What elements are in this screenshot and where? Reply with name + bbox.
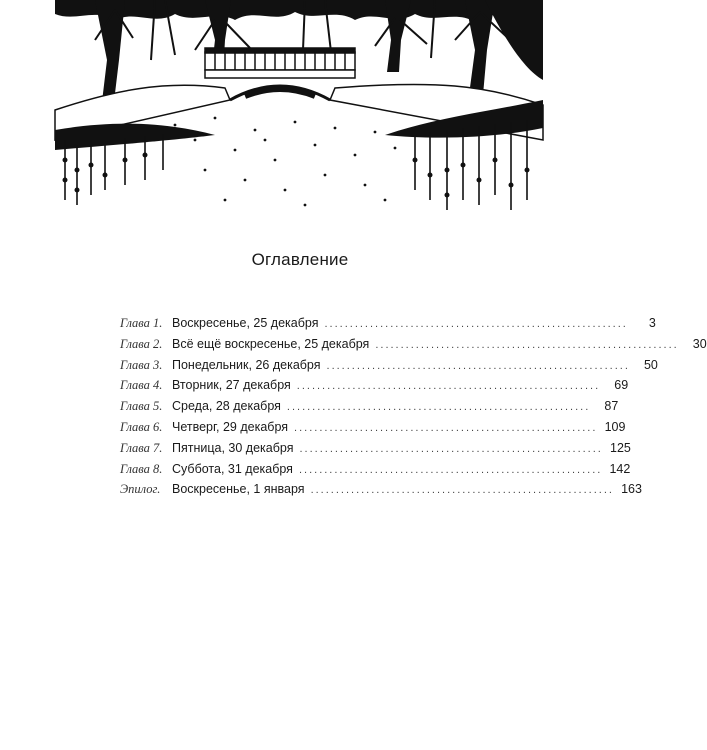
toc-entry-title: Среда, 28 декабря	[172, 399, 281, 414]
toc-entry-title: Четверг, 29 декабря	[172, 419, 289, 434]
page-title: Оглавление	[251, 250, 349, 269]
park-bridge-illustration	[55, 0, 543, 214]
toc-entry[interactable]	[120, 316, 656, 337]
toc-entry-page: 87	[604, 399, 619, 414]
toc-entry-page: 3	[648, 316, 656, 330]
dot-leader: ............................................................	[324, 318, 628, 330]
toc-entry-page: 163	[621, 482, 642, 497]
toc-entry-title: Воскресенье, 1 января	[172, 482, 305, 497]
toc-entry-title: Суббота, 31 декабря	[172, 461, 293, 476]
toc-entry-label: Глава 5.	[120, 399, 163, 414]
toc-entry-label: Глава 2.	[120, 336, 163, 351]
dot-leader: ............................................................	[298, 463, 603, 476]
dot-leader: ............................................................	[375, 338, 679, 351]
toc-entry-title: Всё ещё воскресенье, 25 декабря	[172, 336, 370, 351]
dot-leader: ............................................................	[326, 359, 630, 372]
toc-entry-page: 69	[614, 378, 629, 393]
toc-entry-label: Глава 6.	[120, 419, 163, 434]
toc-entry[interactable]	[120, 419, 626, 441]
toc-entry[interactable]	[120, 357, 658, 379]
dot-leader: ............................................................	[310, 484, 614, 497]
toc-entry-label: Глава 3.	[120, 357, 163, 372]
toc-entry-page: 109	[604, 419, 626, 434]
toc-entry[interactable]	[120, 399, 619, 420]
toc-entry-title: Понедельник, 26 декабря	[172, 357, 321, 372]
toc-entry-label: Эпилог.	[120, 482, 161, 497]
toc-entry[interactable]	[120, 482, 642, 503]
table-of-contents	[120, 316, 707, 503]
toc-entry-title: Вторник, 27 декабря	[172, 378, 291, 393]
toc-entry-label: Глава 8.	[120, 461, 163, 476]
toc-entry-page: 50	[643, 357, 658, 372]
toc-entry-page: 125	[610, 440, 631, 455]
toc-entry-title: Воскресенье, 25 декабря	[172, 316, 319, 330]
dot-leader: ............................................................	[294, 421, 598, 434]
toc-entry-page: 142	[609, 461, 631, 476]
toc-entry-page: 30	[692, 336, 707, 351]
toc-entry-label: Глава 4.	[120, 378, 163, 393]
toc-entry[interactable]	[120, 336, 707, 358]
toc-entry-label: Глава 1.	[120, 316, 163, 330]
dot-leader: ............................................................	[296, 380, 601, 393]
toc-entry[interactable]	[120, 378, 629, 399]
dot-leader: ............................................................	[299, 442, 603, 455]
toc-entry-title: Пятница, 30 декабря	[172, 440, 294, 455]
toc-entry-label: Глава 7.	[120, 440, 163, 455]
toc-entry[interactable]	[120, 461, 631, 483]
toc-entry[interactable]	[120, 440, 631, 462]
dot-leader: ............................................................	[286, 401, 591, 414]
